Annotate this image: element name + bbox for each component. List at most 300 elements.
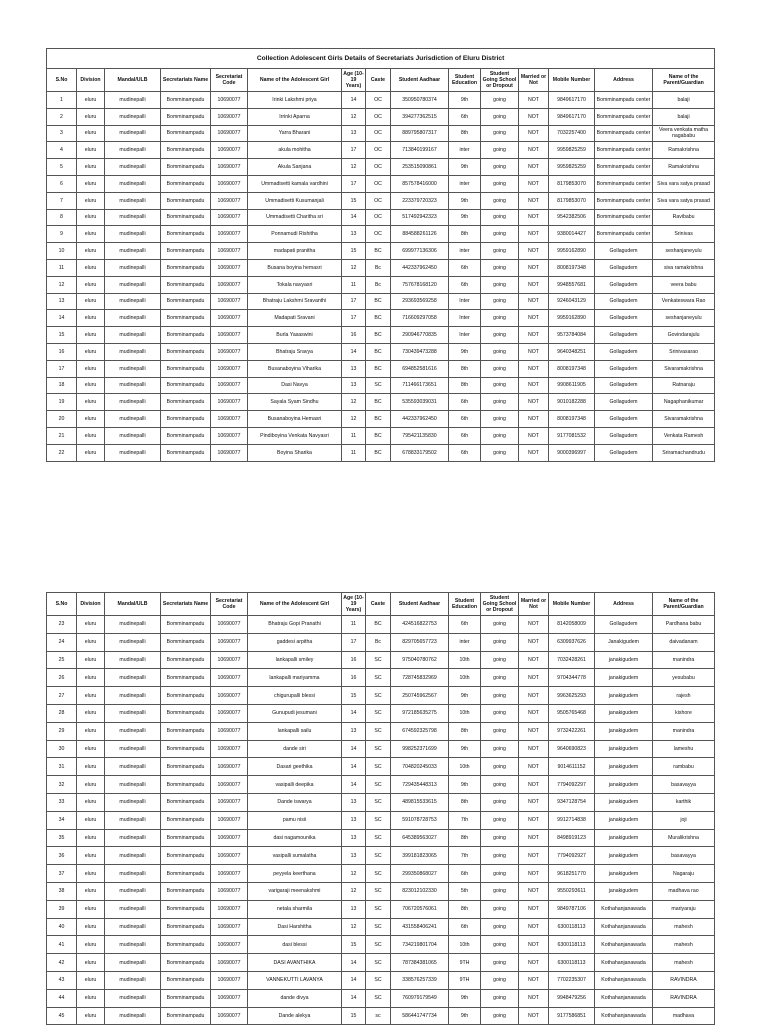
cell-guardian: karthik: [653, 793, 715, 811]
cell-secretariat-name: Bomminampadu: [161, 209, 211, 226]
cell-married: NOT: [519, 142, 549, 159]
cell-division: eluru: [77, 722, 105, 740]
cell-caste: BC: [366, 243, 391, 260]
cell-secretariat-code: 10690077: [211, 108, 248, 125]
cell-married: NOT: [519, 669, 549, 687]
cell-age: 14: [342, 209, 366, 226]
cell-secretariat-name: Bomminampadu: [161, 847, 211, 865]
cell-secretariat-name: Bomminampadu: [161, 360, 211, 377]
cell-caste: SC: [366, 865, 391, 883]
cell-guardian: balaji: [653, 92, 715, 109]
table-row: [47, 343, 715, 360]
cell-school-status: going: [481, 310, 519, 327]
cell-mandal: mudinepalli: [105, 360, 161, 377]
cell-school-status: going: [481, 829, 519, 847]
cell-mobile: 9912714838: [549, 811, 595, 829]
cell-division: eluru: [77, 616, 105, 634]
cell-married: NOT: [519, 159, 549, 176]
cell-caste: SC: [366, 740, 391, 758]
cell-girl-name: Boyina Sharika: [248, 444, 342, 461]
cell-guardian: Sivaramakrishna: [653, 360, 715, 377]
cell-secretariat-name: Bomminampadu: [161, 633, 211, 651]
cell-caste: OC: [366, 125, 391, 142]
table-row: [47, 687, 715, 705]
cell-secretariat-code: 10690077: [211, 444, 248, 461]
cell-secretariat-name: Bomminampadu: [161, 427, 211, 444]
cell-school-status: going: [481, 427, 519, 444]
cell-married: NOT: [519, 865, 549, 883]
cell-caste: BC: [366, 444, 391, 461]
cell-mandal: mudinepalli: [105, 343, 161, 360]
cell-married: NOT: [519, 1007, 549, 1025]
cell-mobile: 9959162890: [549, 243, 595, 260]
table-row: [47, 722, 715, 740]
cell-address: Gollagudem: [595, 360, 653, 377]
cell-aadhaar: 729435448313: [391, 776, 449, 794]
cell-married: NOT: [519, 276, 549, 293]
table-row: [47, 276, 715, 293]
cell-guardian: Pardhana babu: [653, 616, 715, 634]
cell-mobile: 6300118113: [549, 936, 595, 954]
cell-age: 11: [342, 276, 366, 293]
cell-mobile: 9640690823: [549, 740, 595, 758]
cell-sno: 41: [47, 936, 77, 954]
cell-education: 10th: [449, 936, 481, 954]
cell-age: 13: [342, 722, 366, 740]
cell-aadhaar: 730439473288: [391, 343, 449, 360]
cell-married: NOT: [519, 936, 549, 954]
cell-address: Janakigudem: [595, 633, 653, 651]
cell-caste: SC: [366, 722, 391, 740]
cell-aadhaar: 394277362515: [391, 108, 449, 125]
cell-secretariat-code: 10690077: [211, 360, 248, 377]
table-row: [47, 327, 715, 344]
cell-mandal: mudinepalli: [105, 936, 161, 954]
table-row: [47, 954, 715, 972]
table-row: [47, 633, 715, 651]
cell-aadhaar: 442337962450: [391, 259, 449, 276]
table-row: [47, 209, 715, 226]
cell-married: NOT: [519, 92, 549, 109]
table-row: [47, 175, 715, 192]
cell-age: 11: [342, 444, 366, 461]
cell-aadhaar: 760979179549: [391, 989, 449, 1007]
header-guardian: Name of the Parent/Guardian: [653, 69, 715, 92]
cell-address: janakigudem: [595, 740, 653, 758]
cell-mandal: mudinepalli: [105, 1007, 161, 1025]
cell-secretariat-name: Bomminampadu: [161, 722, 211, 740]
cell-school-status: going: [481, 704, 519, 722]
cell-mandal: mudinepalli: [105, 226, 161, 243]
header-secretariat-code: Secretariat Code: [211, 593, 248, 616]
cell-caste: BC: [366, 411, 391, 428]
cell-secretariat-name: Bomminampadu: [161, 411, 211, 428]
cell-division: eluru: [77, 92, 105, 109]
table-row: [47, 936, 715, 954]
cell-secretariat-name: Bomminampadu: [161, 159, 211, 176]
cell-girl-name: dasi blessi: [248, 936, 342, 954]
cell-guardian: mahesh: [653, 954, 715, 972]
cell-guardian: lameshu: [653, 740, 715, 758]
cell-sno: 28: [47, 704, 77, 722]
cell-age: 14: [342, 758, 366, 776]
cell-education: Inter: [449, 293, 481, 310]
cell-mandal: mudinepalli: [105, 918, 161, 936]
cell-education: 6th: [449, 616, 481, 634]
cell-sno: 3: [47, 125, 77, 142]
cell-guardian: rajesh: [653, 687, 715, 705]
cell-education: 8th: [449, 226, 481, 243]
cell-aadhaar: 728745832969: [391, 669, 449, 687]
cell-secretariat-code: 10690077: [211, 192, 248, 209]
header-address: Address: [595, 593, 653, 616]
cell-division: eluru: [77, 192, 105, 209]
cell-aadhaar: 713840199167: [391, 142, 449, 159]
cell-school-status: going: [481, 360, 519, 377]
cell-guardian: mariyaraju: [653, 900, 715, 918]
cell-sno: 20: [47, 411, 77, 428]
cell-caste: BC: [366, 394, 391, 411]
cell-mandal: mudinepalli: [105, 882, 161, 900]
cell-education: Inter: [449, 310, 481, 327]
cell-caste: OC: [366, 159, 391, 176]
cell-mandal: mudinepalli: [105, 243, 161, 260]
header-married: Married or Not: [519, 593, 549, 616]
cell-mobile: 9010182288: [549, 394, 595, 411]
cell-secretariat-name: Bomminampadu: [161, 108, 211, 125]
table-row: [47, 616, 715, 634]
cell-secretariat-code: 10690077: [211, 687, 248, 705]
cell-secretariat-code: 10690077: [211, 882, 248, 900]
cell-girl-name: Ummadisetti kamala vardhini: [248, 175, 342, 192]
cell-education: 6th: [449, 108, 481, 125]
cell-aadhaar: 706720576061: [391, 900, 449, 918]
cell-mandal: mudinepalli: [105, 758, 161, 776]
cell-girl-name: Burla Yasaswini: [248, 327, 342, 344]
cell-address: Bomminampadu center: [595, 192, 653, 209]
cell-caste: SC: [366, 377, 391, 394]
cell-division: eluru: [77, 259, 105, 276]
cell-division: eluru: [77, 226, 105, 243]
cell-married: NOT: [519, 847, 549, 865]
cell-guardian: Nagaphanikumar: [653, 394, 715, 411]
cell-mobile: 8179853070: [549, 175, 595, 192]
cell-address: Gollagudem: [595, 444, 653, 461]
cell-aadhaar: 711466173651: [391, 377, 449, 394]
cell-division: eluru: [77, 276, 105, 293]
cell-school-status: going: [481, 125, 519, 142]
cell-girl-name: Dande iswarya: [248, 793, 342, 811]
cell-caste: OC: [366, 175, 391, 192]
cell-division: eluru: [77, 142, 105, 159]
cell-married: NOT: [519, 954, 549, 972]
cell-education: 9th: [449, 159, 481, 176]
cell-aadhaar: 424516822753: [391, 616, 449, 634]
cell-mobile: 9948479256: [549, 989, 595, 1007]
cell-married: NOT: [519, 971, 549, 989]
cell-division: eluru: [77, 209, 105, 226]
table-row: [47, 243, 715, 260]
cell-secretariat-name: Bomminampadu: [161, 394, 211, 411]
cell-guardian: madhava rao: [653, 882, 715, 900]
cell-division: eluru: [77, 327, 105, 344]
cell-guardian: daivadanam: [653, 633, 715, 651]
cell-girl-name: lankapalli smiley: [248, 651, 342, 669]
cell-address: Gollagudem: [595, 327, 653, 344]
cell-secretariat-code: 10690077: [211, 758, 248, 776]
cell-education: 10th: [449, 669, 481, 687]
cell-age: 14: [342, 343, 366, 360]
cell-school-status: going: [481, 882, 519, 900]
cell-education: inter: [449, 243, 481, 260]
cell-caste: OC: [366, 226, 391, 243]
cell-guardian: siva ramakrishna: [653, 259, 715, 276]
cell-school-status: going: [481, 192, 519, 209]
cell-mobile: 9505765468: [549, 704, 595, 722]
cell-secretariat-code: 10690077: [211, 918, 248, 936]
cell-girl-name: Yarra Bharani: [248, 125, 342, 142]
table-row: [47, 989, 715, 1007]
cell-address: janakigudem: [595, 865, 653, 883]
cell-caste: sc: [366, 1007, 391, 1025]
cell-secretariat-name: Bomminampadu: [161, 918, 211, 936]
cell-mobile: 9000396997: [549, 444, 595, 461]
cell-aadhaar: 591078728753: [391, 811, 449, 829]
header-age: Age (10-19 Years): [342, 593, 366, 616]
table-row: [47, 847, 715, 865]
cell-school-status: going: [481, 377, 519, 394]
cell-address: Bomminampadu center: [595, 108, 653, 125]
table-row: [47, 108, 715, 125]
cell-girl-name: Ponnamudi Rishitha: [248, 226, 342, 243]
cell-education: 7th: [449, 847, 481, 865]
cell-aadhaar: 787384381065: [391, 954, 449, 972]
cell-education: 9th: [449, 740, 481, 758]
cell-girl-name: vasipalli deepika: [248, 776, 342, 794]
cell-mobile: 9849787106: [549, 900, 595, 918]
cell-education: 8th: [449, 377, 481, 394]
cell-girl-name: Bhatraju Lakshmi Sravanthi: [248, 293, 342, 310]
cell-guardian: RAVINDRA: [653, 971, 715, 989]
cell-division: eluru: [77, 243, 105, 260]
header-division: Division: [77, 593, 105, 616]
cell-girl-name: Dasi Harshitha: [248, 918, 342, 936]
cell-address: Kothahanjanawada: [595, 900, 653, 918]
cell-married: NOT: [519, 175, 549, 192]
cell-secretariat-name: Bomminampadu: [161, 669, 211, 687]
cell-guardian: Ratnaraju: [653, 377, 715, 394]
cell-secretariat-code: 10690077: [211, 427, 248, 444]
cell-caste: SC: [366, 704, 391, 722]
cell-school-status: going: [481, 669, 519, 687]
cell-address: janakigudem: [595, 811, 653, 829]
cell-aadhaar: 889795807317: [391, 125, 449, 142]
cell-mandal: mudinepalli: [105, 259, 161, 276]
cell-mobile: 9246043129: [549, 293, 595, 310]
cell-school-status: going: [481, 989, 519, 1007]
cell-age: 17: [342, 142, 366, 159]
cell-mandal: mudinepalli: [105, 125, 161, 142]
cell-caste: BC: [366, 427, 391, 444]
table-row: [47, 704, 715, 722]
cell-mandal: mudinepalli: [105, 633, 161, 651]
cell-secretariat-code: 10690077: [211, 243, 248, 260]
cell-girl-name: dande siri: [248, 740, 342, 758]
cell-secretariat-name: Bomminampadu: [161, 276, 211, 293]
cell-education: 9th: [449, 343, 481, 360]
table-row: [47, 444, 715, 461]
cell-girl-name: Bhatraju Sravya: [248, 343, 342, 360]
header-aadhaar: Student Aadhaar: [391, 69, 449, 92]
cell-division: eluru: [77, 865, 105, 883]
cell-mobile: 6300118113: [549, 954, 595, 972]
cell-aadhaar: 645389563027: [391, 829, 449, 847]
cell-aadhaar: 694852581616: [391, 360, 449, 377]
cell-mandal: mudinepalli: [105, 192, 161, 209]
cell-age: 14: [342, 740, 366, 758]
cell-division: eluru: [77, 758, 105, 776]
cell-mandal: mudinepalli: [105, 276, 161, 293]
cell-education: 8th: [449, 722, 481, 740]
cell-aadhaar: 674592325798: [391, 722, 449, 740]
cell-age: 12: [342, 394, 366, 411]
cell-age: 12: [342, 411, 366, 428]
cell-aadhaar: 972185635275: [391, 704, 449, 722]
cell-caste: OC: [366, 209, 391, 226]
table-row: [47, 758, 715, 776]
cell-school-status: going: [481, 327, 519, 344]
cell-education: 6th: [449, 865, 481, 883]
cell-caste: SC: [366, 989, 391, 1007]
cell-sno: 15: [47, 327, 77, 344]
cell-address: Gollagudem: [595, 377, 653, 394]
cell-mobile: 8008197348: [549, 411, 595, 428]
cell-age: 15: [342, 192, 366, 209]
cell-guardian: seshanjaneyulu: [653, 310, 715, 327]
cell-sno: 17: [47, 360, 77, 377]
cell-mandal: mudinepalli: [105, 704, 161, 722]
cell-age: 17: [342, 175, 366, 192]
cell-school-status: going: [481, 411, 519, 428]
cell-age: 13: [342, 125, 366, 142]
cell-sno: 43: [47, 971, 77, 989]
cell-age: 12: [342, 159, 366, 176]
cell-sno: 45: [47, 1007, 77, 1025]
cell-age: 14: [342, 971, 366, 989]
cell-address: janakigudem: [595, 651, 653, 669]
table-row: [47, 360, 715, 377]
cell-girl-name: varigaraji meenakshmi: [248, 882, 342, 900]
cell-secretariat-name: Bomminampadu: [161, 936, 211, 954]
cell-address: janakigudem: [595, 669, 653, 687]
cell-mobile: 9618251770: [549, 865, 595, 883]
cell-education: 9th: [449, 192, 481, 209]
cell-address: Bomminampadu center: [595, 125, 653, 142]
cell-division: eluru: [77, 847, 105, 865]
cell-division: eluru: [77, 793, 105, 811]
cell-girl-name: Sayala Syam Sindhu: [248, 394, 342, 411]
cell-sno: 40: [47, 918, 77, 936]
cell-sno: 38: [47, 882, 77, 900]
cell-education: 8th: [449, 900, 481, 918]
table-row: [47, 740, 715, 758]
cell-address: janakigudem: [595, 847, 653, 865]
cell-aadhaar: 884588261126: [391, 226, 449, 243]
cell-age: 11: [342, 616, 366, 634]
cell-division: eluru: [77, 360, 105, 377]
cell-division: eluru: [77, 989, 105, 1007]
cell-guardian: manindra: [653, 651, 715, 669]
cell-secretariat-name: Bomminampadu: [161, 293, 211, 310]
cell-married: NOT: [519, 811, 549, 829]
cell-division: eluru: [77, 829, 105, 847]
table-row: [47, 651, 715, 669]
cell-married: NOT: [519, 758, 549, 776]
cell-sno: 5: [47, 159, 77, 176]
cell-education: 8th: [449, 793, 481, 811]
cell-age: 15: [342, 936, 366, 954]
cell-married: NOT: [519, 394, 549, 411]
cell-aadhaar: 829705657723: [391, 633, 449, 651]
cell-caste: SC: [366, 971, 391, 989]
cell-sno: 26: [47, 669, 77, 687]
cell-girl-name: Dasi Navya: [248, 377, 342, 394]
table-row: [47, 865, 715, 883]
table-body: [47, 616, 715, 1025]
table-row: [47, 971, 715, 989]
cell-mandal: mudinepalli: [105, 159, 161, 176]
cell-married: NOT: [519, 444, 549, 461]
cell-sno: 32: [47, 776, 77, 794]
sheet-title: Collection Adolescent Girls Details of Secretariats Jurisdiction of Eluru District: [47, 49, 715, 69]
header-secretariat-code: Secretariat Code: [211, 69, 248, 92]
cell-school-status: going: [481, 343, 519, 360]
cell-girl-name: Busanaboyina Hemasri: [248, 411, 342, 428]
cell-girl-name: Ummadisetti Charitha sri: [248, 209, 342, 226]
cell-sno: 1: [47, 92, 77, 109]
cell-education: 6th: [449, 918, 481, 936]
table-body: [47, 92, 715, 462]
cell-girl-name: gaddesi arpitha: [248, 633, 342, 651]
cell-secretariat-code: 10690077: [211, 343, 248, 360]
cell-girl-name: Gunupudi jesumani: [248, 704, 342, 722]
cell-secretariat-name: Bomminampadu: [161, 758, 211, 776]
cell-division: eluru: [77, 704, 105, 722]
adolescent-girls-table-page-1: [46, 48, 715, 462]
cell-guardian: Srinivasarao: [653, 343, 715, 360]
cell-married: NOT: [519, 192, 549, 209]
table-row: [47, 918, 715, 936]
cell-division: eluru: [77, 444, 105, 461]
cell-mobile: 9177586851: [549, 1007, 595, 1025]
cell-education: 7th: [449, 811, 481, 829]
cell-married: NOT: [519, 427, 549, 444]
cell-married: NOT: [519, 793, 549, 811]
cell-girl-name: VANNEKUTTI LAVANYA: [248, 971, 342, 989]
header-girl-name: Name of the Adolescent Girl: [248, 593, 342, 616]
table-row: [47, 310, 715, 327]
cell-mobile: 8008197348: [549, 360, 595, 377]
cell-girl-name: Irinki Lakshmi priya: [248, 92, 342, 109]
cell-school-status: going: [481, 722, 519, 740]
cell-secretariat-name: Bomminampadu: [161, 192, 211, 209]
cell-school-status: going: [481, 758, 519, 776]
cell-school-status: going: [481, 243, 519, 260]
cell-married: NOT: [519, 633, 549, 651]
cell-secretariat-code: 10690077: [211, 651, 248, 669]
cell-caste: SC: [366, 882, 391, 900]
cell-mandal: mudinepalli: [105, 142, 161, 159]
